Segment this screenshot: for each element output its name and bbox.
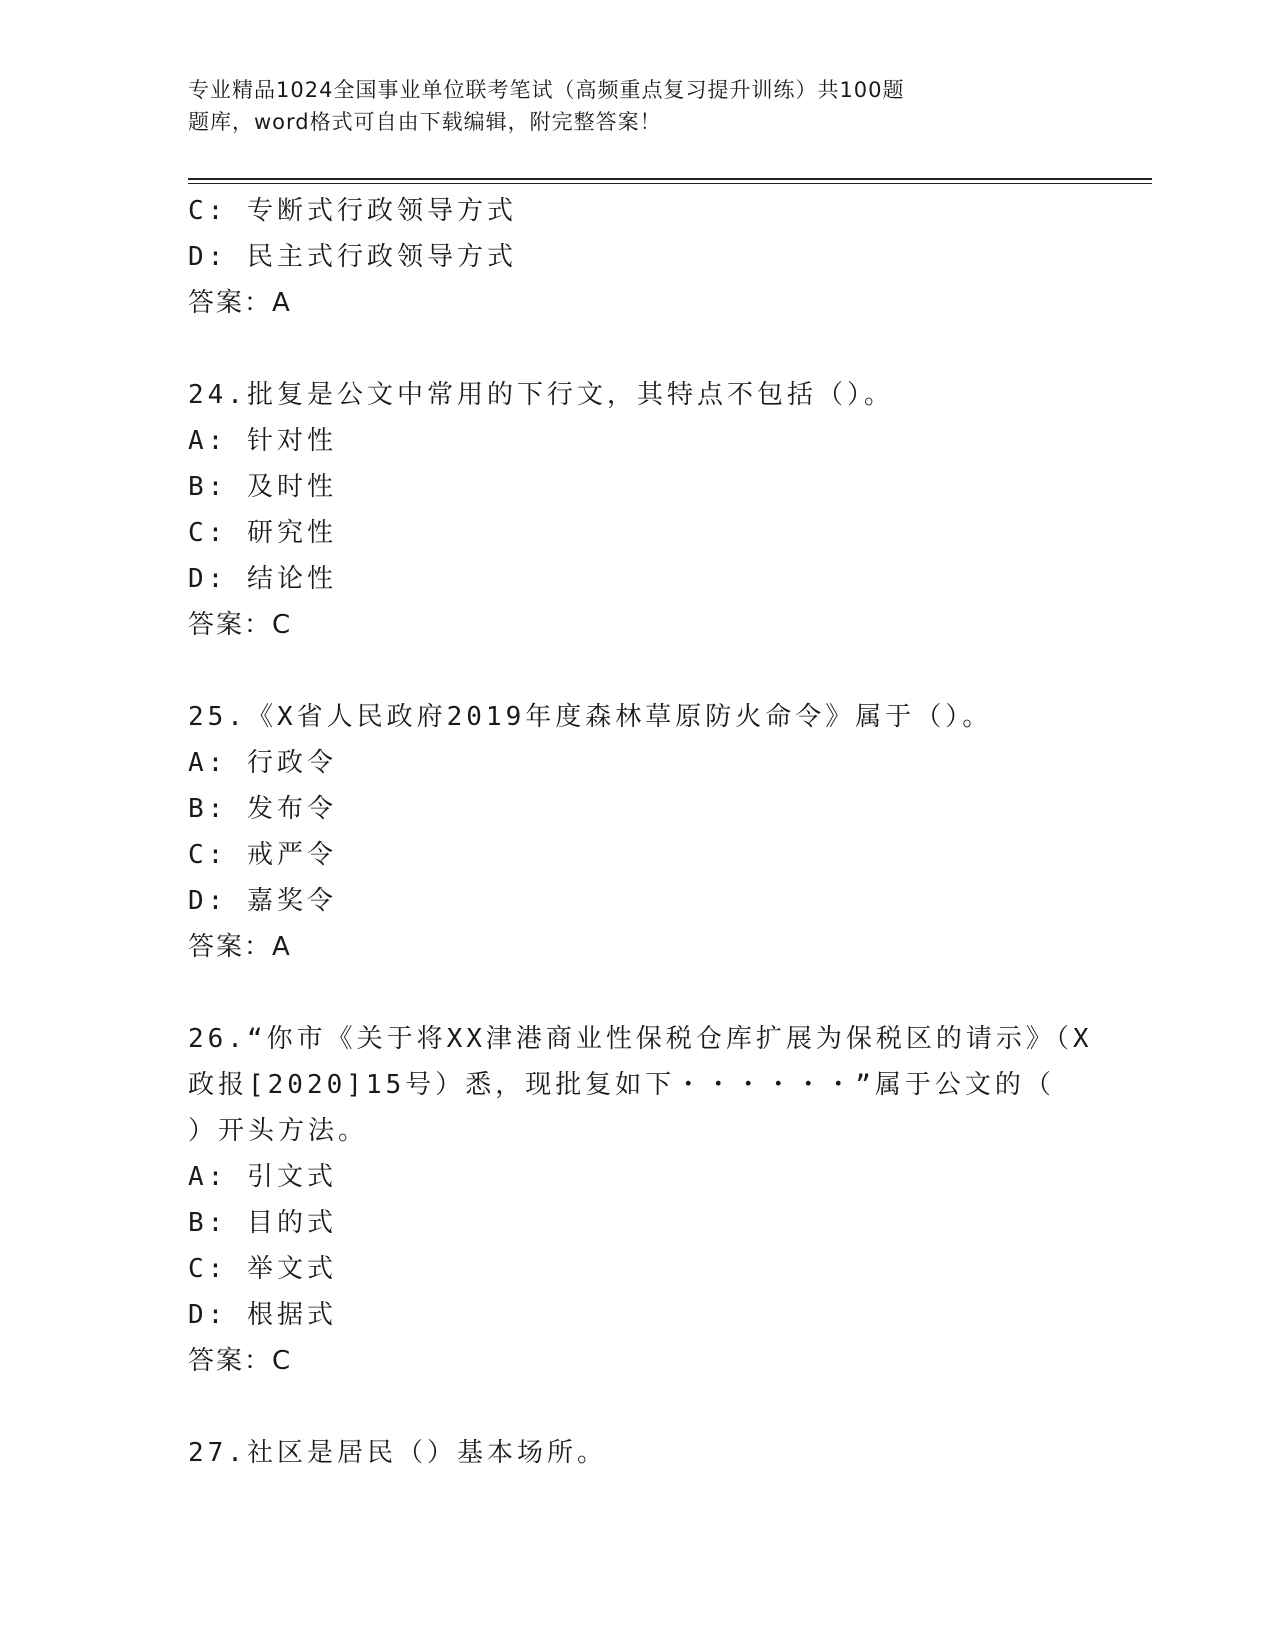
- question-text-line-2: 政报[2020]15号）悉，现批复如下・・・・・・”属于公文的（: [188, 1070, 1055, 1100]
- option-d: D: 民主式行政领导方式: [188, 242, 517, 272]
- header-line-2: 题库，word格式可自由下载编辑，附完整答案！: [188, 110, 662, 134]
- option-d: D: 嘉奖令: [188, 886, 337, 916]
- option-a: A: 引文式: [188, 1162, 337, 1192]
- question-block-23: [188, 188, 1088, 326]
- question-text: 25.《X省人民政府2019年度森林草原防火命令》属于（）。: [188, 702, 993, 732]
- header-divider-thin: [188, 183, 1152, 184]
- option-c: C: 戒严令: [188, 840, 337, 870]
- option-c: C: 研究性: [188, 518, 337, 548]
- question-text-line-1: 26.“你市《关于将XX津港商业性保税仓库扩展为保税区的请示》（X: [188, 1024, 1093, 1054]
- option-c: C: 举文式: [188, 1254, 337, 1284]
- option-d: D: 结论性: [188, 564, 337, 594]
- document-body: [188, 188, 1093, 1476]
- answer-line: 答案：A: [188, 288, 292, 318]
- document-header: [188, 74, 1018, 138]
- option-a: A: 行政令: [188, 748, 337, 778]
- option-b: B: 目的式: [188, 1208, 337, 1238]
- header-line-1: 专业精品1024全国事业单位联考笔试（高频重点复习提升训练）共100题: [188, 78, 905, 102]
- question-text: 24.批复是公文中常用的下行文，其特点不包括（）。: [188, 380, 894, 410]
- option-c: C: 专断式行政领导方式: [188, 196, 517, 226]
- answer-line: 答案：A: [188, 932, 292, 962]
- header-divider-thick: [188, 178, 1152, 180]
- option-d: D: 根据式: [188, 1300, 337, 1330]
- question-block-26: [188, 1016, 1093, 1384]
- question-text-line-3: ）开头方法。: [188, 1116, 369, 1146]
- question-text: 27.社区是居民（）基本场所。: [188, 1438, 607, 1468]
- question-block-27: [188, 1430, 1088, 1476]
- question-block-25: [188, 694, 1088, 970]
- answer-line: 答案：C: [188, 1346, 293, 1376]
- answer-line: 答案：C: [188, 610, 293, 640]
- option-b: B: 及时性: [188, 472, 337, 502]
- question-block-24: [188, 372, 1088, 648]
- option-b: B: 发布令: [188, 794, 337, 824]
- option-a: A: 针对性: [188, 426, 337, 456]
